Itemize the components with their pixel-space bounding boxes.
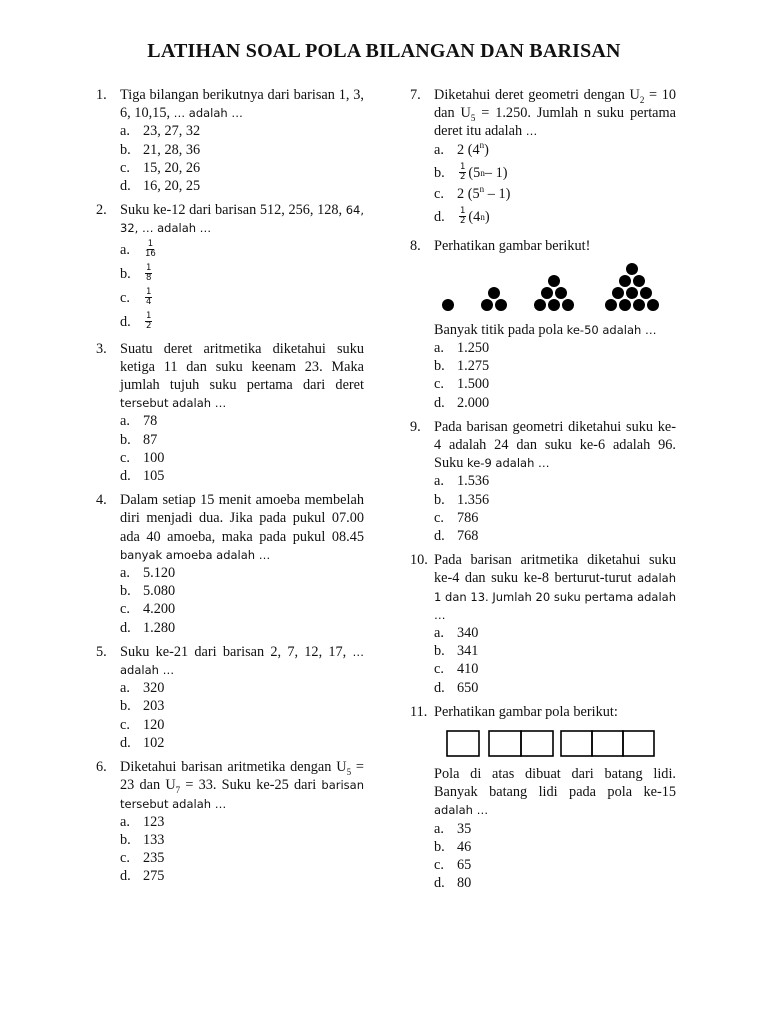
- question-number: 10.: [410, 552, 428, 569]
- pattern-3: [534, 275, 574, 311]
- option-c[interactable]: c. 65: [434, 857, 472, 874]
- option-b[interactable]: b. 21, 28, 36: [120, 141, 201, 158]
- option-c[interactable]: c. 15, 20, 26: [120, 159, 201, 176]
- options-list: [434, 624, 676, 697]
- page-title: LATIHAN SOAL POLA BILANGAN DAN BARISAN: [147, 40, 621, 62]
- pattern-1: [447, 731, 479, 756]
- pattern-2: [489, 731, 553, 756]
- question-9: [410, 418, 676, 545]
- question-number: 2.: [96, 202, 107, 219]
- option-c[interactable]: c. 410: [434, 661, 479, 678]
- pattern-3: [561, 731, 654, 756]
- fraction: $\frac{1}{2}$: [460, 162, 466, 183]
- option-a[interactable]: a. 123: [120, 813, 165, 830]
- option-a[interactable]: a. 320: [120, 680, 165, 697]
- option-a[interactable]: a. 23, 27, 32: [120, 123, 201, 140]
- question-6: [96, 758, 364, 885]
- option-d[interactable]: d. 768: [434, 528, 479, 545]
- option-c[interactable]: c. 100: [120, 449, 165, 466]
- option-c[interactable]: c. $\frac{1}{4}$: [120, 287, 152, 308]
- question-stem: Tiga bilangan berikutnya dari barisan 1, 3, 6, 10,15, … adalah …: [120, 87, 364, 122]
- question-1: [96, 86, 364, 195]
- option-a[interactable]: a. $\frac{1}{16}$: [120, 239, 156, 260]
- question-stem: Perhatikan gambar berikut!: [434, 237, 591, 254]
- question-number: 8.: [410, 237, 421, 254]
- option-a[interactable]: a. 340: [434, 625, 479, 642]
- option-b[interactable]: b. 46: [434, 838, 472, 855]
- pattern-4: [605, 263, 659, 311]
- option-c[interactable]: c. 2 (5$^n$ – 1): [434, 183, 511, 202]
- options-list: [434, 339, 676, 412]
- question-stem: Suatu deret aritmetika diketahui suku ketiga 11 dan suku keenam 23. Maka jumlah tujuh suku pertama dari deret tersebut adalah …: [120, 340, 364, 411]
- fraction: $\frac{1}{16}$: [145, 239, 156, 260]
- fraction: $\frac{1}{4}$: [146, 287, 152, 308]
- question-followup: Banyak titik pada pola ke-50 adalah …: [434, 321, 657, 338]
- option-c[interactable]: c. 786: [434, 509, 479, 526]
- question-stem: Diketahui barisan aritmetika dengan $U_5 = 23$ dan $U_7 = 33$. Suku ke-25 dari barisan tersebut adalah …: [120, 759, 364, 811]
- option-d[interactable]: d. 80: [434, 875, 472, 892]
- question-stem: Suku ke-21 dari barisan 2, 7, 12, 17, … adalah …: [120, 643, 364, 678]
- option-d[interactable]: d. $\frac{1}{2}$: [120, 311, 152, 332]
- right-column: [410, 86, 676, 899]
- options-list: [120, 813, 364, 886]
- options-list: [120, 679, 364, 752]
- option-c[interactable]: c. 120: [120, 716, 165, 733]
- question-number: 1.: [96, 87, 107, 103]
- option-a[interactable]: a. 2 (4$^n$): [434, 139, 489, 158]
- option-d[interactable]: d. 650: [434, 679, 479, 696]
- option-b[interactable]: b. $\frac{1}{8}$: [120, 263, 152, 284]
- question-stem: Suku ke-12 dari barisan 512, 256, 128, 64, 32, … adalah …: [120, 202, 364, 236]
- option-a[interactable]: a. 1.536: [434, 473, 490, 490]
- option-d[interactable]: d. 105: [120, 468, 165, 485]
- question-followup: Pola di atas dibuat dari batang lidi. Banyak batang lidi pada pola ke-15 adalah …: [434, 766, 676, 818]
- question-10: [410, 551, 676, 697]
- option-c[interactable]: c. 235: [120, 850, 165, 867]
- question-number: 7.: [410, 87, 421, 103]
- option-d[interactable]: d. 2.000: [434, 394, 490, 411]
- option-b[interactable]: b. 1.275: [434, 358, 490, 375]
- option-b[interactable]: b. 341: [434, 643, 479, 660]
- question-8: [410, 237, 676, 412]
- pattern-1: [442, 299, 454, 311]
- question-number: 11.: [410, 703, 428, 720]
- options-list: [120, 564, 364, 637]
- matchstick-pattern-figure: [434, 729, 656, 759]
- question-number: 9.: [410, 418, 421, 435]
- question-3: [96, 340, 364, 486]
- question-stem: Pada barisan geometri diketahui suku ke-4 adalah 24 dan suku ke-6 adalah 96. Suku ke-9 adalah …: [434, 418, 676, 472]
- question-number: 6.: [96, 759, 107, 776]
- pattern-2: [481, 287, 507, 311]
- fraction: $\frac{1}{2}$: [460, 206, 466, 227]
- question-stem: Pada barisan aritmetika diketahui suku ke-4 dan suku ke-8 berturut-turut adalah 1 dan 13. Jumlah 20 suku pertama adalah …: [434, 552, 676, 622]
- option-b[interactable]: b. 87: [120, 431, 158, 448]
- option-b[interactable]: b. 1.356: [434, 491, 490, 508]
- options-list: [120, 122, 364, 195]
- option-a[interactable]: a. 78: [120, 413, 158, 430]
- options-list: [120, 412, 364, 485]
- left-column: [96, 86, 364, 892]
- dot-pattern-figure: [434, 261, 674, 317]
- options-list: [120, 238, 364, 334]
- options-list: [434, 141, 676, 229]
- option-d[interactable]: d. 275: [120, 868, 165, 885]
- question-stem: Perhatikan gambar pola berikut:: [434, 703, 618, 720]
- option-b[interactable]: b. $\frac{1}{2}$ (5 n – 1): [434, 162, 508, 183]
- fraction: $\frac{1}{2}$: [146, 311, 152, 332]
- option-b[interactable]: b. 133: [120, 831, 165, 848]
- option-d[interactable]: d. 1.280: [120, 619, 176, 636]
- option-d[interactable]: d. 16, 20, 25: [120, 178, 201, 195]
- question-stem: Diketahui deret geometri dengan $U_2 = 10$ dan $U_5 = 1.250$. Jumlah n suku pertama deret itu adalah …: [434, 87, 677, 140]
- option-a[interactable]: a. 35: [434, 820, 472, 837]
- question-11: [410, 703, 676, 893]
- question-stem: Dalam setiap 15 menit amoeba membelah diri menjadi dua. Jika pada pukul 07.00 ada 40 amoeba, maka pada pukul 08.45 banyak amoeba adalah …: [120, 492, 364, 562]
- option-b[interactable]: b. 203: [120, 698, 165, 715]
- question-7: [410, 86, 676, 229]
- question-4: [96, 491, 364, 637]
- question-number: 5.: [96, 643, 107, 660]
- option-b[interactable]: b. 5.080: [120, 583, 176, 600]
- question-number: 4.: [96, 492, 107, 509]
- option-d[interactable]: d. 102: [120, 734, 165, 751]
- option-d[interactable]: d. $\frac{1}{2}$ (4 n ): [434, 206, 490, 227]
- option-a[interactable]: a. 5.120: [120, 565, 176, 582]
- question-number: 3.: [96, 340, 107, 357]
- question-2: [96, 201, 364, 333]
- options-list: [434, 820, 676, 893]
- question-5: [96, 643, 364, 752]
- option-c[interactable]: c. 1.500: [434, 376, 490, 393]
- option-c[interactable]: c. 4.200: [120, 601, 176, 618]
- option-a[interactable]: a. 1.250: [434, 340, 490, 357]
- fraction: $\frac{1}{8}$: [146, 263, 152, 284]
- options-list: [434, 472, 676, 545]
